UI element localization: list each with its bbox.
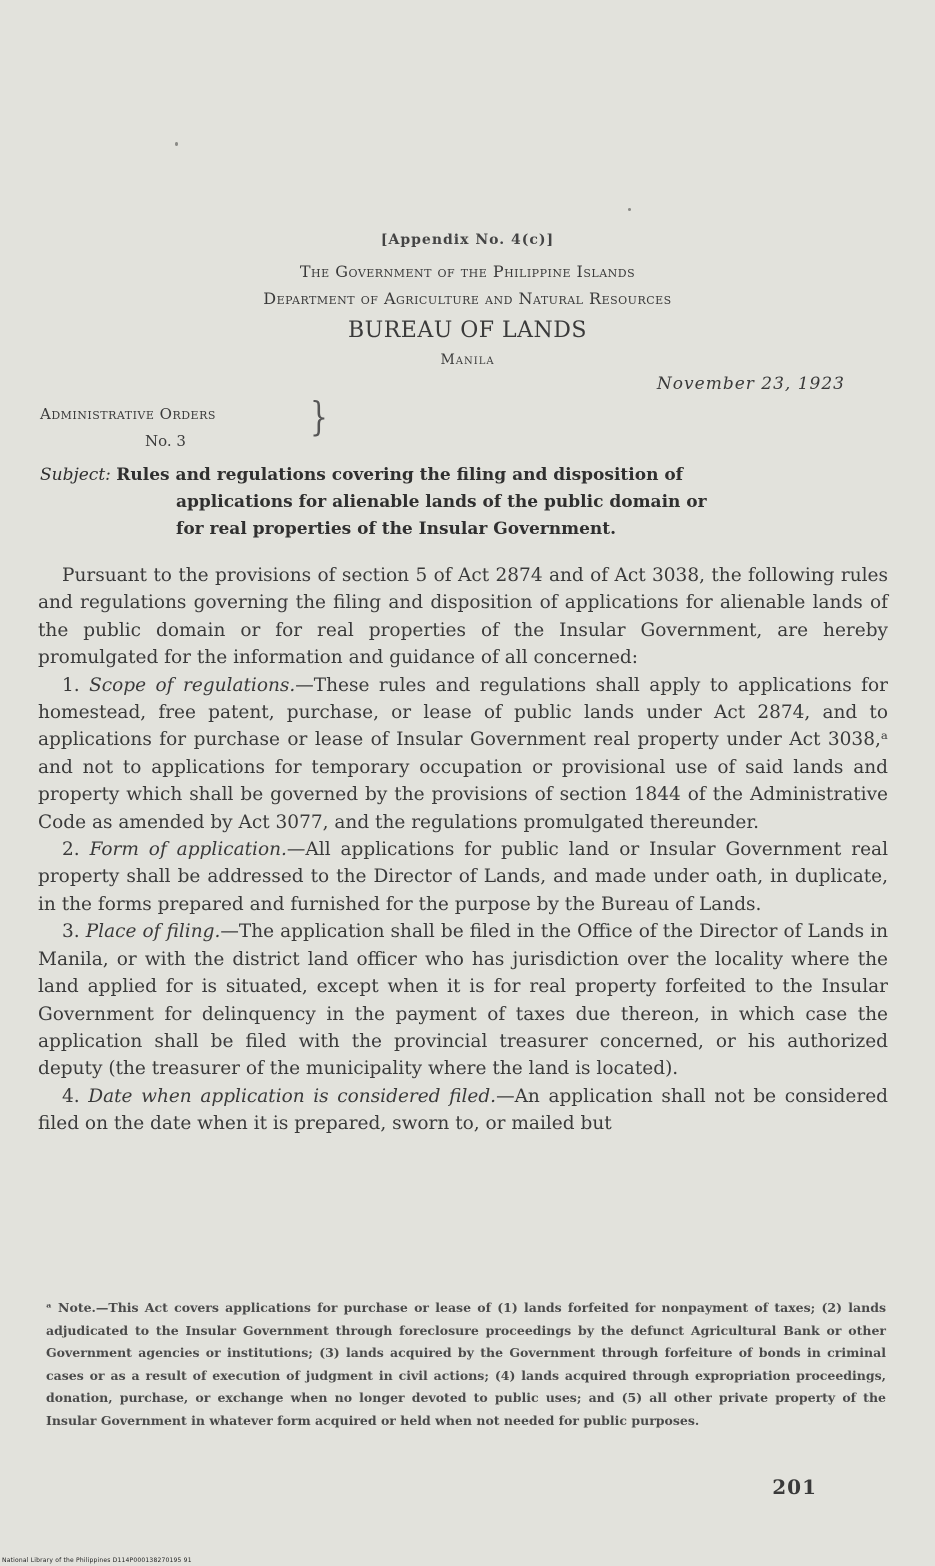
scan-speck xyxy=(628,208,631,211)
appendix-label: [Appendix No. 4(c)] xyxy=(380,232,555,248)
order-number: No. 3 xyxy=(145,432,186,450)
section-4-title: Date when application is considered filed. xyxy=(88,1085,497,1107)
section-3-number: 3. xyxy=(62,921,80,943)
department-heading: Department of Agriculture and Natural Resources xyxy=(263,289,672,308)
subject-line-3: for real properties of the Insular Government. xyxy=(176,519,617,539)
subject-block xyxy=(40,462,885,543)
administrative-orders-label: Administrative Orders xyxy=(40,405,216,423)
section-2-text: —All applications for public land or Insular Government real property shall be addressed to the Director of Lands, and made under oath, in duplicate, in the forms prepared and furnished for the purpose by the Bureau of Lands. xyxy=(38,839,888,915)
section-1-number: 1. xyxy=(62,674,80,696)
subject-line-1: Rules and regulations covering the filing and disposition of xyxy=(116,465,683,485)
city-heading: Manila xyxy=(440,352,495,368)
section-3-title: Place of filing. xyxy=(85,921,221,943)
section-4-text: —An application shall not be considered filed on the date when it is prepared, sworn to, or mailed but xyxy=(38,1085,888,1135)
subject-label: Subject: xyxy=(40,465,111,485)
preamble-paragraph: Pursuant to the provisions of section 5 of Act 2874 and of Act 3038, the following rules and regulations governing the filing and disposition of applications for alienable lands of the public domain or for real properties of the Insular Government, are hereby promulgated for the information and guidance of all concerned: xyxy=(38,565,888,669)
section-2-number: 2. xyxy=(62,839,80,861)
brace-mark: } xyxy=(310,393,328,440)
footnote: ᵃ Note.—This Act covers applications for purchase or lease of (1) lands forfeited for nonpayment of taxes; (2) lands adjudicated to the Insular Government through foreclosure proceedings by the defunct Agricultural Bank or other Government agencies or institutions; (3) lands acquired by the Government through forfeiture of bonds in criminal cases or as a result of execution of judgment in civil actions; (4) lands acquired through expropriation proceedings, donation, purchase, or exchange when no longer devoted to public uses; and (5) all other private property of the Insular Government in whatever form acquired or held when not needed for public purposes. xyxy=(46,1300,886,1428)
section-1-title: Scope of regulations. xyxy=(89,674,296,696)
document-body xyxy=(38,562,888,1138)
subject-line-2: applications for alienable lands of the public domain or xyxy=(176,492,707,512)
document-date: November 23, 1923 xyxy=(656,374,845,394)
bureau-heading: BUREAU OF LANDS xyxy=(347,318,587,343)
scan-footer: National Library of the Philippines D114P000138270195 91 xyxy=(2,1557,192,1564)
section-1-paragraph xyxy=(38,672,888,836)
section-2-paragraph xyxy=(38,836,888,918)
scan-speck xyxy=(175,142,178,146)
section-4-number: 4. xyxy=(62,1085,80,1107)
section-3-text: —The application shall be filed in the Office of the Director of Lands in Manila, or with the district land officer who has jurisdiction over the locality where the land applied for is situated, except when it is for real property forfeited to the Insular Government for delinquency in the payment of taxes due thereon, in which case the application shall be filed with the provincial treasurer concerned, or his authorized deputy (the treasurer of the municipality where the land is located). xyxy=(38,921,888,1080)
page-number: 201 xyxy=(772,1475,817,1499)
section-4-paragraph xyxy=(38,1083,888,1138)
section-1-text: —These rules and regulations shall apply to applications for homestead, free patent, purchase, or lease of public lands under Act 2874, and to applications for purchase or lease of Insular Government real property under Act 3038,ᵃ and not to applications for temporary occupation or provisional use of said lands and property which shall be governed by the provisions of section 1844 of the Administrative Code as amended by Act 3077, and the regulations promulgated thereunder. xyxy=(38,674,888,833)
section-2-title: Form of application. xyxy=(89,839,287,861)
government-heading: The Government of the Philippine Islands xyxy=(299,262,636,281)
section-3-paragraph xyxy=(38,918,888,1082)
